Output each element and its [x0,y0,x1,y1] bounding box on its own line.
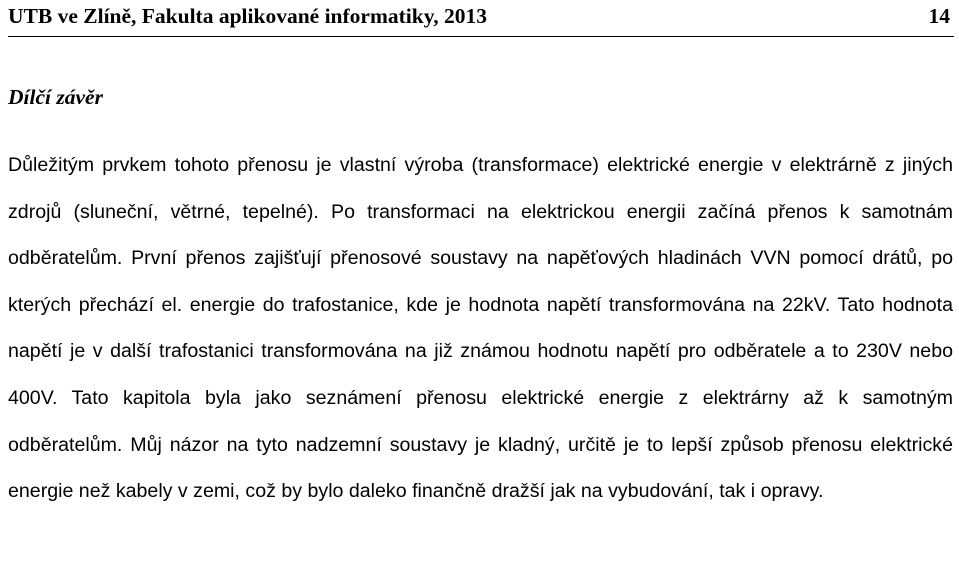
page-header [8,0,954,37]
page-number: 14 [928,4,950,28]
header-title: UTB ve Zlíně, Fakulta aplikované informatiky, 2013 [8,4,488,28]
section-heading: Dílčí závěr [8,85,103,109]
document-page [8,0,954,583]
body-paragraph: Důležitým prvkem tohoto přenosu je vlastní výroba (transformace) elektrické energie v elektrárně z jiných zdrojů (sluneční, větrné, tepelné). Po transformaci na elektrickou energii začíná přenos k samotnám odběratelům. První přenos zajišťují přenosové soustavy na napěťových hladinách VVN pomocí drátů, po kterých přechází el. energie do trafostanice, kde je hodnota napětí transformována na 22kV. Tato hodnota napětí je v další trafostanici transformována na již známou hodnotu napětí pro odběratele a to 230V nebo 400V. Tato kapitola byla jako seznámení přenosu elektrické energie z elektrárny až k samotným odběratelům. Můj názor na tyto nadzemní soustavy je kladný, určitě je to lepší způsob přenosu elektrické energie než kabely v zemi, což by bylo daleko finančně dražší jak na vybudování, tak i opravy. [8,154,953,503]
